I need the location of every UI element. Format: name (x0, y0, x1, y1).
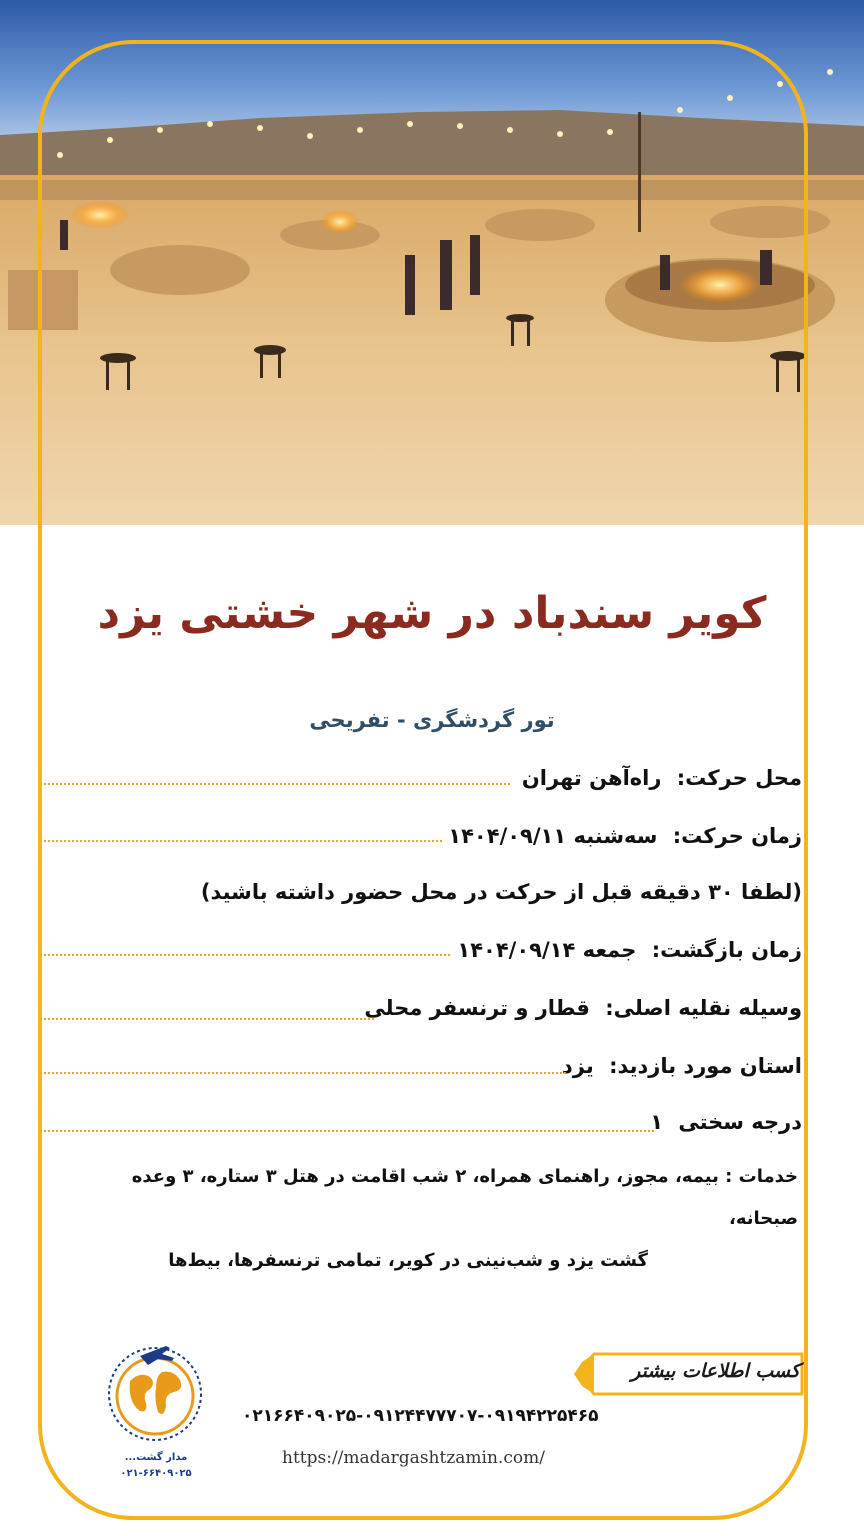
dotted-divider (44, 1072, 566, 1074)
dotted-divider (44, 840, 442, 842)
dotted-divider (44, 1018, 374, 1020)
logo-phone: ۰۲۱-۶۶۴۰۹۰۲۵ (120, 1468, 192, 1479)
desert-camp-photo (0, 0, 864, 525)
arrival-note: (لطفا ۳۰ دقیقه قبل از حرکت در محل حضور داشته باشید) (200, 880, 802, 904)
dotted-divider (44, 1130, 654, 1132)
return-time-row (457, 938, 802, 962)
difficulty-label: درجه سختی (678, 1110, 802, 1134)
departure-time-label: زمان حرکت: (672, 824, 802, 848)
services-line-1 (58, 1156, 798, 1240)
services-text-1: بیمه، مجوز، راهنمای همراه، ۲ شب اقامت در هتل ۳ ستاره، ۳ وعده صبحانه، (131, 1166, 798, 1229)
services-label: خدمات : (725, 1166, 798, 1187)
vehicle-row (364, 996, 802, 1020)
more-info-label[interactable]: کسب اطلاعات بیشتر (631, 1360, 800, 1382)
departure-place-value: راه‌آهن تهران (521, 766, 662, 790)
dotted-divider (44, 954, 450, 956)
services-block (58, 1156, 798, 1282)
difficulty-value: ۱ (650, 1110, 664, 1134)
vehicle-value: قطار و ترنسفر محلی (364, 996, 590, 1020)
departure-place-label: محل حرکت: (676, 766, 802, 790)
logo-brand-name: مدار گشت... (124, 1452, 188, 1463)
arrival-note-row (201, 880, 802, 904)
page-title: کویر سندباد در شهر خشتی یزد (97, 588, 767, 639)
province-row (562, 1054, 802, 1078)
phone-numbers: ۰۲۱۶۶۴۰۹۰۲۵-۰۹۱۲۴۴۷۷۷۰۷-۰۹۱۹۴۲۲۵۴۶۵ (242, 1406, 599, 1426)
difficulty-row (650, 1110, 802, 1134)
province-value: یزد (562, 1054, 594, 1078)
departure-time-value: سه‌شنبه ۱۴۰۴/۰۹/۱۱ (448, 824, 658, 848)
departure-place-row (522, 766, 802, 790)
website-url[interactable]: https://madargashtzamin.com/ (282, 1448, 545, 1468)
globe-logo-icon (100, 1336, 210, 1486)
dotted-divider (44, 783, 510, 785)
province-label: استان مورد بازدید: (609, 1054, 802, 1078)
return-time-value: جمعه ۱۴۰۴/۰۹/۱۴ (457, 938, 637, 962)
departure-time-row (448, 824, 802, 848)
vehicle-label: وسیله نقلیه اصلی: (605, 996, 802, 1020)
services-line-2: گشت یزد و شب‌نینی در کویر، تمامی ترنسفرها، بیط‌ها (168, 1250, 648, 1271)
return-time-label: زمان بازگشت: (651, 938, 802, 962)
tour-type-subtitle: تور گردشگری - تفریحی (309, 708, 555, 732)
